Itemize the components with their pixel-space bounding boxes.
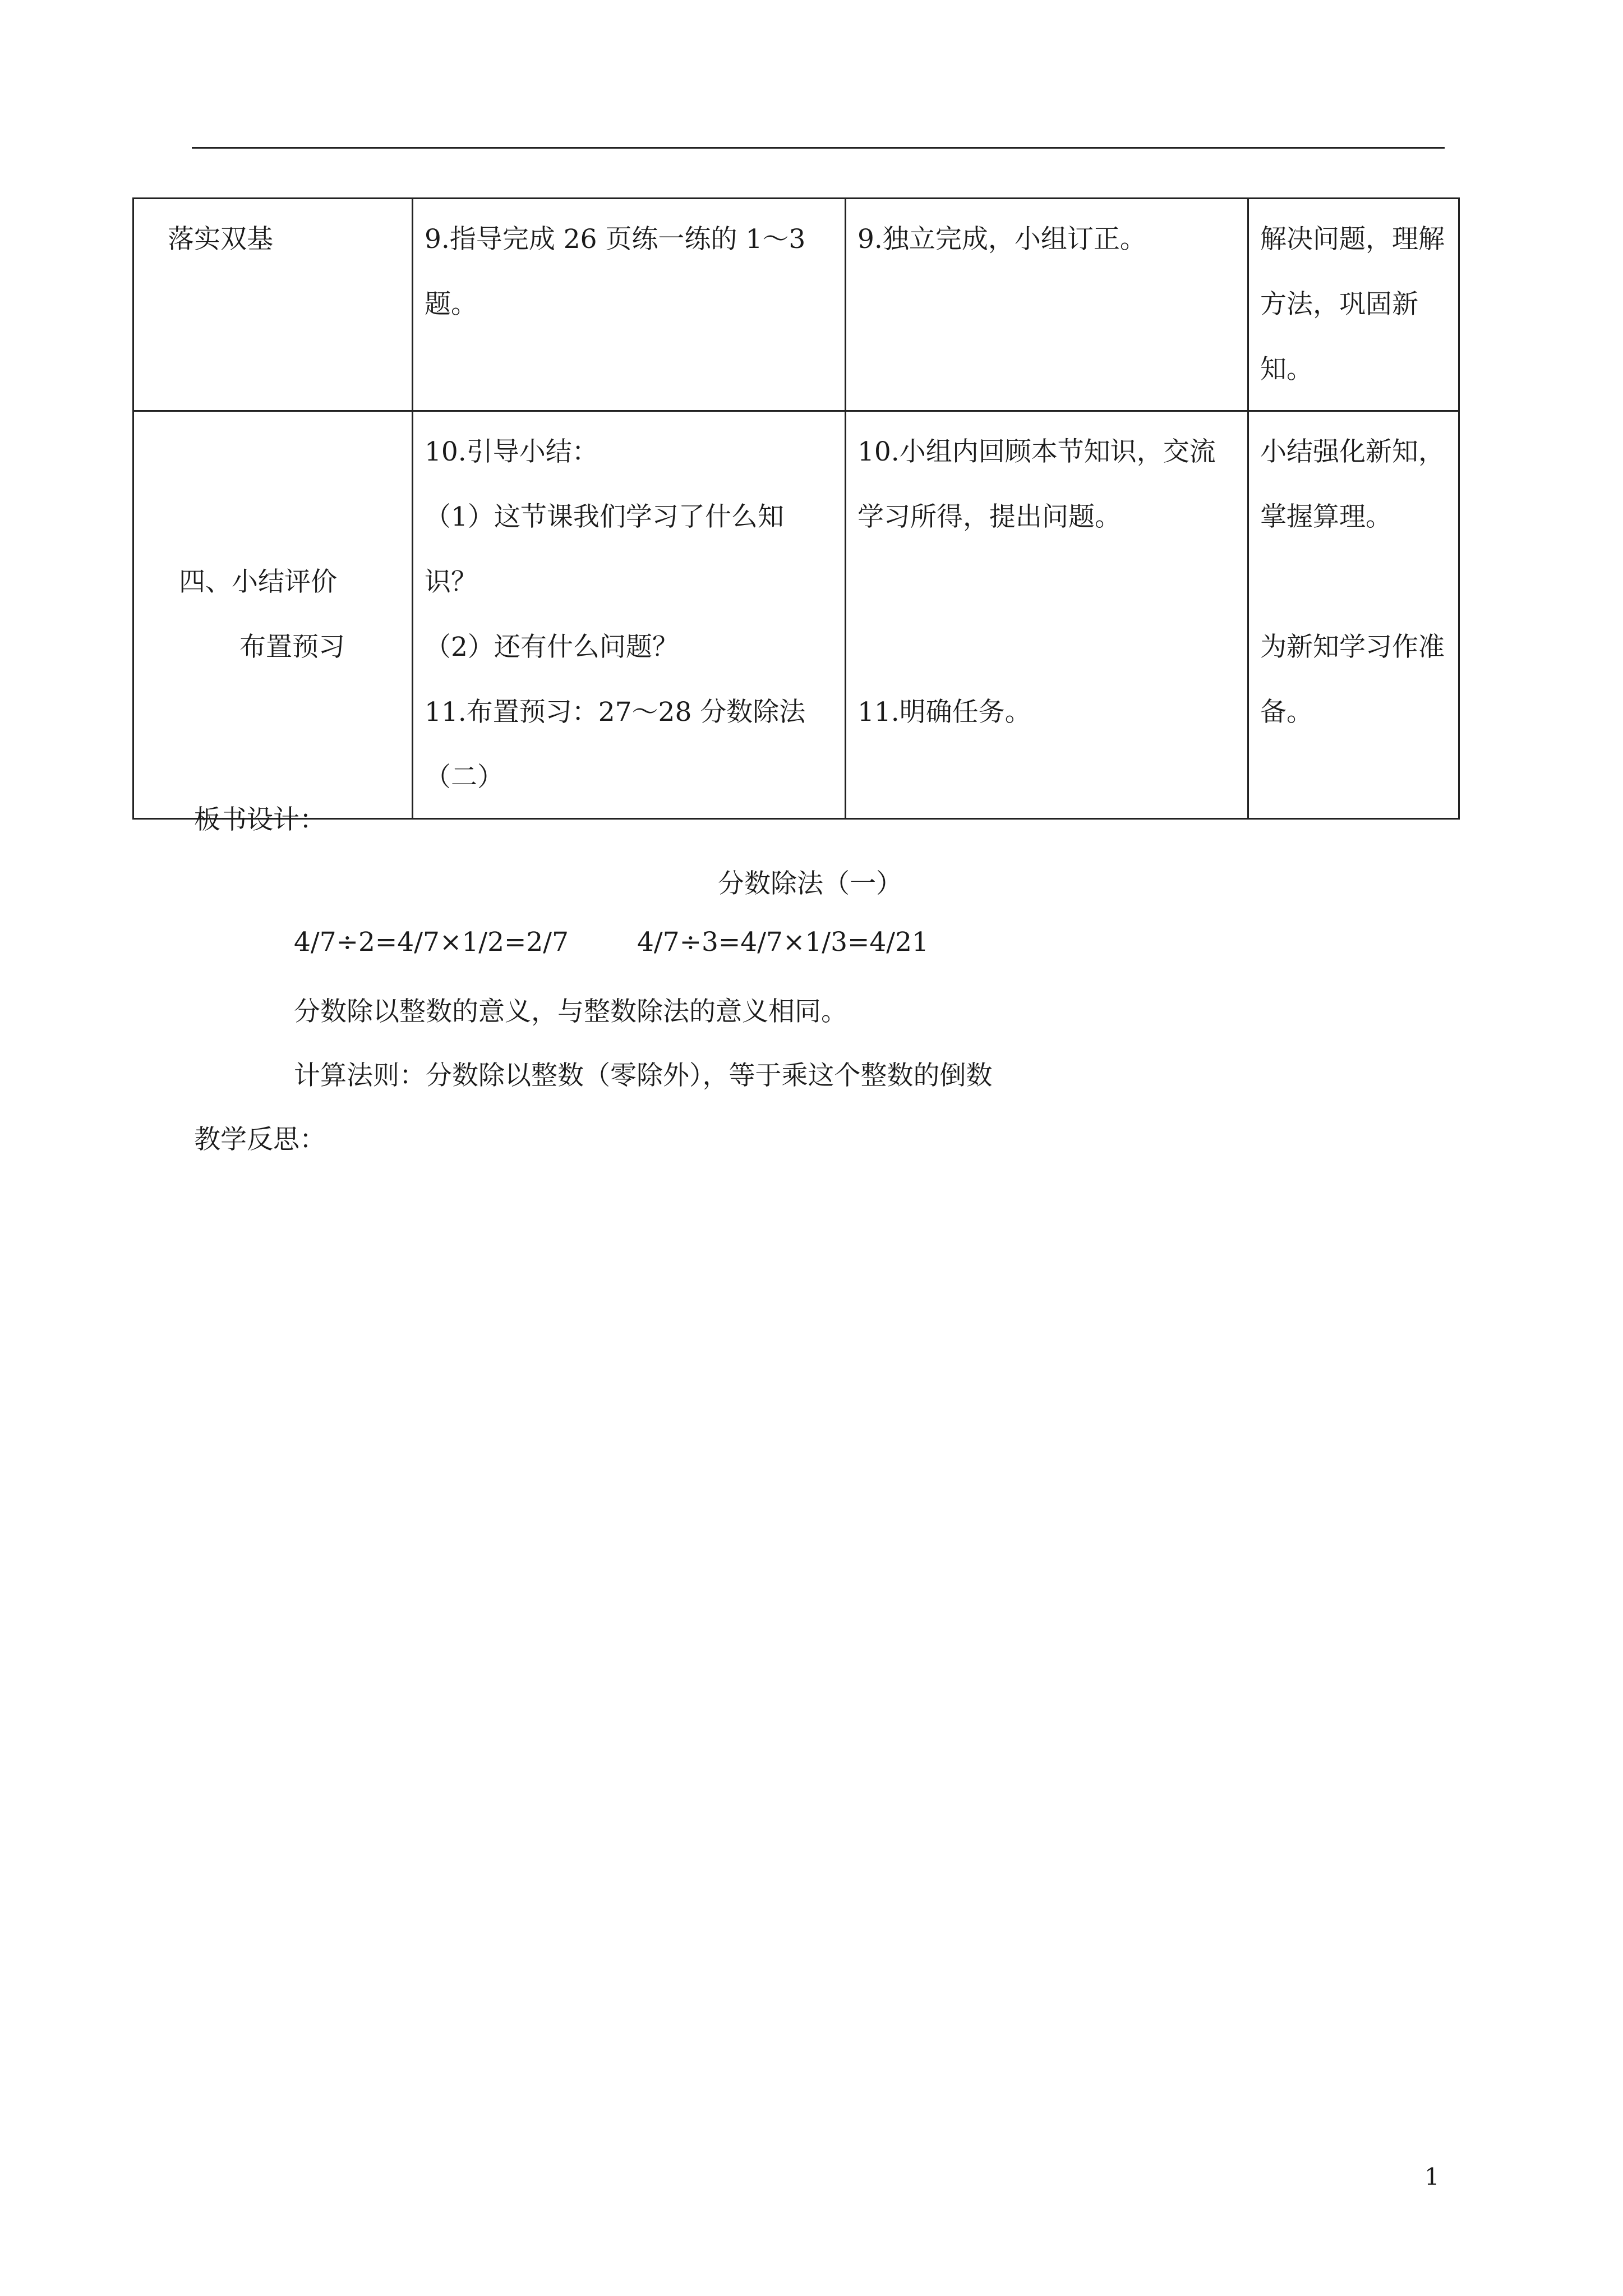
reflection-label: 教学反思： xyxy=(194,1124,326,1155)
purpose-text: 解决问题，理解方法，巩固新知。 xyxy=(1260,224,1445,385)
board-design-label: 板书设计： xyxy=(194,804,326,835)
teacher-activity-text: （2）还有什么问题？ xyxy=(425,632,679,662)
teacher-activity-cell xyxy=(413,411,846,819)
stage-text: 布置预习 xyxy=(239,632,345,662)
formula-1: 4/7÷2=4/7×1/2=2/7 xyxy=(294,927,569,958)
student-activity-cell xyxy=(846,199,1248,411)
student-activity-cell xyxy=(846,411,1248,819)
page-number: 1 xyxy=(1424,2163,1440,2191)
formula-2: 4/7÷3=4/7×1/3=4/21 xyxy=(637,927,929,958)
teacher-activity-text: 11.布置预习：27～28 分数除法（二） xyxy=(425,697,806,793)
stage-cell xyxy=(133,199,413,411)
table-row xyxy=(133,199,1459,411)
teacher-activity-cell xyxy=(413,199,846,411)
stage-text: 落实双基 xyxy=(168,224,273,255)
board-title: 分数除法（一） xyxy=(718,868,902,899)
teacher-activity-text: （1）这节课我们学习了什么知识？ xyxy=(425,501,784,597)
purpose-cell xyxy=(1248,411,1459,819)
student-activity-text: 9.独立完成，小组订正。 xyxy=(857,224,1146,255)
student-activity-text: 10.小组内回顾本节知识，交流学习所得，提出问题。 xyxy=(857,436,1216,532)
purpose-text: 为新知学习作准备。 xyxy=(1260,632,1445,728)
lesson-table xyxy=(132,197,1460,820)
table-row xyxy=(133,411,1459,819)
stage-cell xyxy=(133,411,413,819)
purpose-text: 小结强化新知，掌握算理。 xyxy=(1260,436,1445,532)
purpose-cell xyxy=(1248,199,1459,411)
header-rule xyxy=(192,147,1445,149)
stage-text: 四、小结评价 xyxy=(179,567,337,597)
teacher-activity-text: 9.指导完成 26 页练一练的 1～3 题。 xyxy=(425,224,806,320)
meaning-text: 分数除以整数的意义，与整数除法的意义相同。 xyxy=(294,996,847,1027)
teacher-activity-text: 10.引导小结： xyxy=(425,436,598,467)
rule-text: 计算法则：分数除以整数（零除外），等于乘这个整数的倒数 xyxy=(294,1060,993,1091)
student-activity-text: 11.明确任务。 xyxy=(857,697,1031,728)
